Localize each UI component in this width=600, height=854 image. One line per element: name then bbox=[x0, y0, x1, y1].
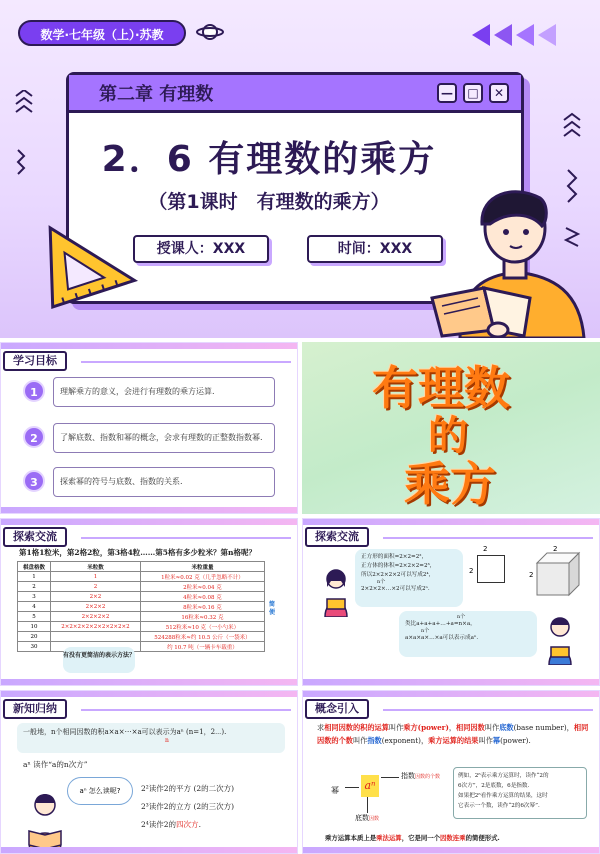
triangle-ruler-icon bbox=[20, 200, 140, 310]
column-header: 米粒数 bbox=[51, 562, 141, 572]
chapter-label: 第二章 有理数 bbox=[99, 84, 214, 105]
base-arrow-line bbox=[367, 797, 368, 813]
reading-example: 2⁴读作2的四次方. bbox=[141, 820, 201, 829]
slide-bottom-band bbox=[1, 679, 297, 685]
grade-tag: 数学·七年级（上）·苏教 bbox=[18, 20, 186, 46]
objective-text: 探索幂的符号与底数、指数的关系. bbox=[53, 467, 275, 497]
table-row: 4 2×2×2 8粒米≈0.16 克 bbox=[18, 602, 265, 612]
table-row: 20 524288粒米≈约 10.5 公斤（一袋米） bbox=[18, 632, 265, 642]
column-header: 米粒重量 bbox=[140, 562, 264, 572]
thought-bubble: aⁿ 怎么读呢? bbox=[67, 777, 133, 805]
rice-grain-table bbox=[17, 561, 265, 652]
square-side-label: 2 bbox=[469, 567, 474, 575]
table-row: 2 2 2粒米≈0.04 克 bbox=[18, 582, 265, 592]
power-symbol: aⁿ bbox=[361, 775, 379, 797]
cube-side-label: 2 bbox=[529, 571, 534, 579]
power-arrow-line bbox=[345, 787, 359, 788]
objective-item bbox=[23, 467, 275, 497]
table-row: 10 2×2×2×2×2×2×2×2×2 512粒米≈10 克（一小勺米） bbox=[18, 622, 265, 632]
exponent-label: 指数因数的个数 bbox=[401, 772, 441, 780]
time-label: 时间：XXX bbox=[307, 235, 443, 263]
square-shape bbox=[477, 555, 505, 583]
table-row: 30 约 10.7 吨（一辆卡车载重） bbox=[18, 642, 265, 652]
base-label: 底数因数 bbox=[355, 814, 380, 822]
slide-top-band bbox=[1, 691, 297, 697]
objective-item bbox=[23, 423, 275, 453]
concept-paragraph: 求相同因数的积的运算叫作乘方(power)，相同因数叫作底数(base number)，相同因数的个数叫作指数(exponent)，乘方运算的结果叫作幂(power). bbox=[317, 723, 589, 745]
example-box: 例如，2⁶表示乘方运算时，读作“2的 6次方”，2是底数，6是指数. 如果把2⁶看作乘方运算的结果，这时 它表示一个数，读作“2的6次幂”. bbox=[453, 767, 587, 819]
side-note: 简便 bbox=[269, 601, 276, 616]
question-text: 第1格1粒米，第2格2粒，第3格4粒……第5格有多少粒米？第n格呢？ bbox=[19, 548, 256, 557]
section-heading: 探索交流 bbox=[305, 527, 369, 547]
slide-bottom-band bbox=[303, 847, 599, 853]
slide-bottom-band bbox=[303, 679, 599, 685]
title-word-line1: 有理数 bbox=[372, 361, 510, 415]
girl-reading-icon bbox=[319, 567, 353, 617]
objective-text: 了解底数、指数和幂的概念，会求有理数的正整数指数幂. bbox=[53, 423, 275, 453]
section-divider bbox=[81, 537, 291, 539]
section-heading: 学习目标 bbox=[3, 351, 67, 371]
planet-icon bbox=[196, 20, 224, 44]
table-row: 1 1 1粒米≈0.02 克（几乎忽略不计） bbox=[18, 572, 265, 582]
title-word-line3: 乘方 bbox=[404, 457, 496, 511]
section-heading: 探索交流 bbox=[3, 527, 67, 547]
student-reading-icon bbox=[23, 791, 67, 851]
slide-top-band bbox=[1, 519, 297, 525]
slide-top-band bbox=[303, 519, 599, 525]
section-heading: 概念引入 bbox=[305, 699, 369, 719]
cube-top-label: 2 bbox=[553, 545, 558, 553]
analogy-bubble: n个 类比a+a+a+…+a=n×a， n个 a×a×a×…×a可以表示成aⁿ. bbox=[399, 611, 537, 657]
reading-example: 2³读作2的立方 (2的三次方) bbox=[141, 802, 235, 811]
objective-number: 3 bbox=[23, 470, 45, 492]
column-header: 棋盘格数 bbox=[18, 562, 51, 572]
zigzag-deco-icon bbox=[14, 90, 34, 190]
slide-bottom-band bbox=[1, 507, 297, 513]
section-divider bbox=[81, 709, 291, 711]
hint-bubble: 有没有更简洁的表示方法？ bbox=[63, 647, 135, 673]
square-top-label: 2 bbox=[483, 545, 488, 553]
objective-number: 2 bbox=[23, 426, 45, 448]
title-image-slide[interactable] bbox=[302, 342, 600, 514]
explore-table-slide[interactable] bbox=[0, 518, 298, 686]
exponent-arrow-line bbox=[381, 777, 399, 778]
section-divider bbox=[383, 709, 593, 711]
boy-reading-icon bbox=[543, 615, 577, 665]
section-heading: 新知归纳 bbox=[3, 699, 67, 719]
maximize-button[interactable]: □ bbox=[463, 83, 483, 103]
summary-footer: 乘方运算本质上是乘法运算，它是同一个因数连乘的简便形式. bbox=[325, 834, 500, 842]
table-row: 3 2×2 4粒米≈0.08 克 bbox=[18, 592, 265, 602]
title-word-line2: 的 bbox=[428, 413, 468, 459]
objectives-slide[interactable] bbox=[0, 342, 298, 514]
table-row: 5 2×2×2×2 16粒米≈0.32 克 bbox=[18, 612, 265, 622]
reading-example: 2²读作2的平方 (2的二次方) bbox=[141, 784, 235, 793]
definition-box: 一般地，n个相同因数的积a×a×⋯×a可以表示为aⁿ (n=1，2⋯). n bbox=[17, 723, 285, 753]
slide-top-band bbox=[1, 343, 297, 349]
lesson-subtitle: （第1课时 有理数的乘方） bbox=[148, 191, 390, 213]
reading-student-illustration bbox=[420, 180, 600, 338]
table-header-row bbox=[18, 562, 265, 572]
slide-top-band bbox=[303, 691, 599, 697]
cover-slide[interactable] bbox=[0, 0, 600, 338]
cube-shape bbox=[535, 551, 581, 597]
lesson-title: 2．6 有理数的乘方 bbox=[101, 139, 437, 180]
close-button[interactable]: ✕ bbox=[489, 83, 509, 103]
window-title-bar bbox=[69, 75, 521, 113]
concept-slide[interactable] bbox=[302, 690, 600, 854]
new-knowledge-slide[interactable] bbox=[0, 690, 298, 854]
teacher-label: 授课人：XXX bbox=[133, 235, 269, 263]
reading-rule: aⁿ 读作“a的n次方” bbox=[23, 760, 88, 769]
arrow-deco-icon bbox=[468, 22, 578, 48]
explore-shapes-slide[interactable] bbox=[302, 518, 600, 686]
minimize-button[interactable]: — bbox=[437, 83, 457, 103]
objective-item bbox=[23, 377, 275, 407]
square-explanation-bubble: 正方形的面积=2×2=2²， 正方体的体积=2×2×2=2³， 所以2×2×2×2可以写成2⁴， n个 2×2×2×…×2可以写成2ⁿ. bbox=[355, 549, 463, 607]
objective-number: 1 bbox=[23, 380, 45, 402]
section-divider bbox=[383, 537, 593, 539]
objective-text: 理解乘方的意义，会进行有理数的乘方运算. bbox=[53, 377, 275, 407]
power-label: 幂 bbox=[331, 786, 339, 795]
section-divider bbox=[81, 361, 291, 363]
slide-bottom-band bbox=[1, 847, 297, 853]
